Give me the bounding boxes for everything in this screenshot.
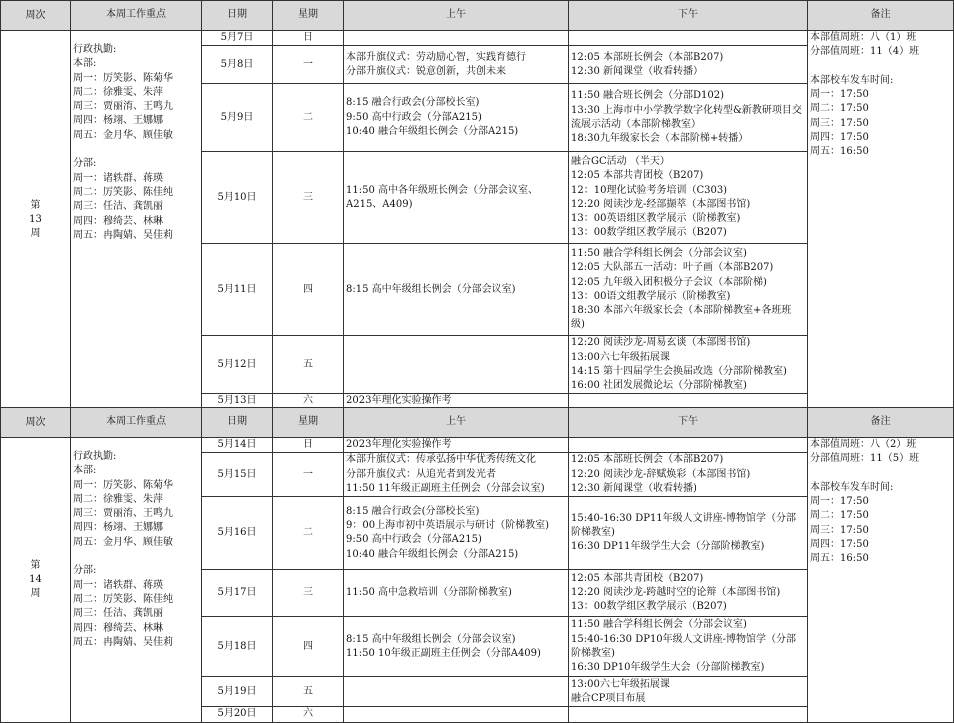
weekday-cell: 四 [273, 244, 344, 336]
week-focus: 行政执勤: 本部: 周一：厉笑影、陈菊华 周二：徐雅雯、朱萍 周三：贾丽淯、王鸣九 周四：杨翊、王娜娜 周五：金月华、顾佳敏 分部: 周一：诸轶群、蒋瑛 周二：厉笑影、陈佳纯 周三：任洁、龚凯丽 周四：穆绮芸、林琳 周五：冉陶婧、吴佳莉 [71, 31, 202, 410]
am-cell [344, 336, 569, 394]
am-cell: 11:50 高中各年级班长例会（分部会议室、A215、A409) [344, 152, 569, 244]
weekday-cell: 三 [273, 570, 344, 617]
week-focus: 行政执勤: 本部: 周一：厉笑影、陈菊华 周二：徐雅雯、朱萍 周三：贾丽淯、王鸣九 周四：杨翊、王娜娜 周五：金月华、顾佳敏 分部: 周一：诸轶群、蒋瑛 周二：厉笑影、陈佳纯 周三：任洁、龚凯丽 周四：穆绮芸、林琳 周五：冉陶婧、吴佳莉 [71, 438, 202, 723]
weekday-cell: 一 [273, 453, 344, 497]
week-label: 第 14 周 [1, 438, 71, 723]
date-cell: 5月10日 [202, 152, 273, 244]
header-row [1, 408, 954, 438]
pm-cell: 融合GC活动 （半天） 12:05 本部共青团校（B207) 12：10理化试验考务培训（C303) 12:20 阅读沙龙-经部撷萃（本部图书馆) 13：00英语组区教学展示（阶梯教室) 13：00数学组区教学展示（B207) [569, 152, 808, 244]
pm-cell: 12:05 本部共青团校（B207) 12:20 阅读沙龙-跨越时空的论辩（本部图书馆) 13：00数学组区教学展示（B207) [569, 570, 808, 617]
weekday-cell: 六 [273, 394, 344, 409]
date-cell: 5月12日 [202, 336, 273, 394]
header-remark: 备注 [808, 408, 954, 438]
header-am: 上午 [344, 408, 569, 438]
table-row [1, 438, 954, 453]
am-cell: 本部升旗仪式：传承弘扬中华优秀传统文化 分部升旗仪式：从追光者到发光者 11:50 11年级正副班主任例会（分部会议室) [344, 453, 569, 497]
pm-cell: 11:50 融合班长例会（分部D102) 13:30 上海市中小学教学数字化转型&新教研项目交流展示活动（本部阶梯教室） 18:30九年级家长会（本部阶梯+转播） [569, 84, 808, 152]
pm-cell: 12:05 本部班长例会（本部B207) 12:30 新闻课堂（收看转播） [569, 46, 808, 84]
header-date: 日期 [202, 408, 273, 438]
header-row [1, 1, 954, 31]
weekday-cell: 五 [273, 677, 344, 707]
weekday-cell: 六 [273, 707, 344, 722]
header-pm: 下午 [569, 1, 808, 31]
date-cell: 5月19日 [202, 677, 273, 707]
am-cell: 2023年理化实验操作考 [344, 394, 569, 409]
weekday-cell: 三 [273, 152, 344, 244]
am-cell: 8:15 融合行政会(分部校长室) 9:50 高中行政会（分部A215) 10:40 融合年级组长例会（分部A215) [344, 84, 569, 152]
pm-cell: 12:05 本部班长例会（本部B207) 12:20 阅读沙龙-辞赋焕彩（本部图书馆) 12:30 新闻课堂（收看转播) [569, 453, 808, 497]
table-row [1, 31, 954, 46]
header-focus: 本周工作重点 [71, 1, 202, 31]
am-cell: 11:50 高中急救培训（分部阶梯教室) [344, 570, 569, 617]
date-cell: 5月16日 [202, 497, 273, 570]
week-remark: 本部值周班：八（1）班 分部值周班：11（4）班 本部校车发车时间: 周一：17:50 周二：17:50 周三：17:50 周四：17:50 周五：16:50 [808, 31, 954, 410]
am-cell: 8:15 高中年级组长例会（分部会议室) 11:50 10年级正副班主任例会（分部A409) [344, 617, 569, 677]
week-14-table [0, 407, 954, 723]
date-cell: 5月9日 [202, 84, 273, 152]
header-date: 日期 [202, 1, 273, 31]
weekday-cell: 一 [273, 46, 344, 84]
pm-cell: 12:20 阅读沙龙-周易玄谈（本部图书馆) 13:00六七年级拓展课 14:15 第十四届学生会换届改选（分部阶梯教室) 16:00 社团发展微论坛（分部阶梯教室) [569, 336, 808, 394]
week-label: 第 13 周 [1, 31, 71, 410]
date-cell: 5月18日 [202, 617, 273, 677]
date-cell: 5月17日 [202, 570, 273, 617]
pm-cell: 11:50 融合学科组长例会（分部会议室) 15:40-16:30 DP10年级人文讲座-博物馆学（分部阶梯教室) 16:30 DP10年级学生大会（分部阶梯教室) [569, 617, 808, 677]
weekday-cell: 二 [273, 84, 344, 152]
am-cell: 8:15 融合行政会(分部校长室) 9：00上海市初中英语展示与研讨（阶梯教室) 9:50 高中行政会（分部A215) 10:40 融合年级组长例会（分部A215) [344, 497, 569, 570]
date-cell: 5月15日 [202, 453, 273, 497]
pm-cell: 11:50 融合学科组长例会（分部会议室) 12:05 大队部五一活动：叶子画（本部B207) 12:05 九年级入团积极分子会议（本部阶梯) 13：00语文组教学展示（阶梯教室) 18:30 本部六年级家长会（本部阶梯教室+各班班级) [569, 244, 808, 336]
pm-cell [569, 438, 808, 453]
am-cell [344, 31, 569, 46]
date-cell: 5月7日 [202, 31, 273, 46]
weekday-cell: 日 [273, 31, 344, 46]
date-cell: 5月14日 [202, 438, 273, 453]
header-week: 周次 [1, 1, 71, 31]
header-weekday: 星期 [273, 1, 344, 31]
weekday-cell: 五 [273, 336, 344, 394]
date-cell: 5月13日 [202, 394, 273, 409]
am-cell: 本部升旗仪式：劳动励心智，实践育德行 分部升旗仪式：锐意创新，共创未来 [344, 46, 569, 84]
weekday-cell: 二 [273, 497, 344, 570]
pm-cell [569, 31, 808, 46]
week-remark: 本部值周班：八（2）班 分部值周班：11（5）班 本部校车发车时间: 周一：17:50 周二：17:50 周三：17:50 周四：17:50 周五：16:50 [808, 438, 954, 723]
date-cell: 5月8日 [202, 46, 273, 84]
header-am: 上午 [344, 1, 569, 31]
weekday-cell: 四 [273, 617, 344, 677]
am-cell: 2023年理化实验操作考 [344, 438, 569, 453]
weekday-cell: 日 [273, 438, 344, 453]
header-pm: 下午 [569, 408, 808, 438]
pm-cell: 13:00六七年级拓展课 融合CP项目布展 [569, 677, 808, 707]
am-cell [344, 677, 569, 707]
header-remark: 备注 [808, 1, 954, 31]
am-cell: 8:15 高中年级组长例会（分部会议室) [344, 244, 569, 336]
pm-cell: 15:40-16:30 DP11年级人文讲座-博物馆学（分部阶梯教室) 16:30 DP11年级学生大会（分部阶梯教室) [569, 497, 808, 570]
date-cell: 5月20日 [202, 707, 273, 722]
header-focus: 本周工作重点 [71, 408, 202, 438]
header-week: 周次 [1, 408, 71, 438]
header-weekday: 星期 [273, 408, 344, 438]
date-cell: 5月11日 [202, 244, 273, 336]
